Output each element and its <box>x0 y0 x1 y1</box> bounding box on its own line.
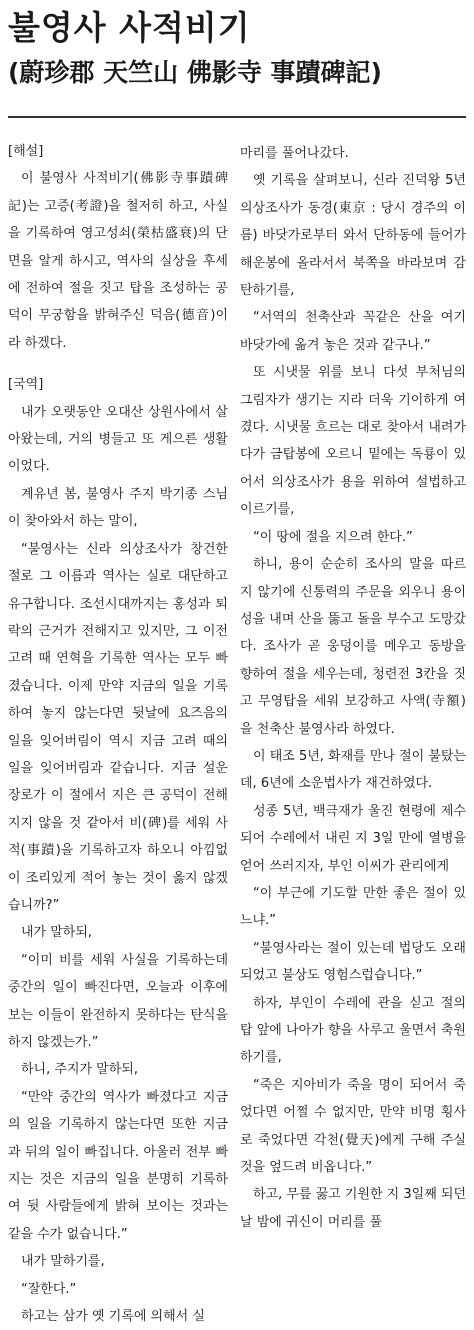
body-paragraph: 하니, 용이 순순히 조사의 말을 따르지 않기에 신통력의 주문을 외우니 용이 성을 내며 산을 뚫고 돌을 부수고 도망갔다. 조사가 곧 웅덩이를 메우고 동방을 향하여 절을 세우는데, 청련전 3칸을 짓고 무영탑을 세워 보강하고 사액(寺額)을 천축산 불영사라 하였다. <box>240 557 466 737</box>
body-paragraph: 이 불영사 사적비기(佛影寺事蹟碑記)는 고증(考證)을 철저히 하고, 사실을 기록하여 영고성쇠(榮枯盛衰)의 단면을 알게 하시고, 역사의 실상을 후세에 전하여 절을 짓고 탑을 조성하는 공덕이 무궁함을 밝혀주신 덕음(德音)이라 하겠다. <box>8 171 228 351</box>
body-paragraph: “불영사라는 절이 있는데 법당도 오래 되었고 불상도 영험스럽습니다.” <box>240 940 466 984</box>
body-paragraph: 옛 기록을 살펴보니, 신라 진덕왕 5년 의상조사가 동경(東京 : 당시 경주의 이름) 바닷가로부터 와서 단하동에 들어가 해운봉에 올라서서 북쪽을 바라보며 감탄하기를, <box>240 173 466 299</box>
article-title: 불영사 사적비기 <box>8 8 251 47</box>
body-paragraph: “이미 비를 세워 사실을 기록하는데 중간의 일이 빠진다면, 오늘과 이후에 보는 이들이 완전하지 못하다는 탄식을 하지 않겠는가.” <box>8 952 228 1050</box>
body-paragraph: “불영사는 신라 의상조사가 창건한 절로 그 이름과 역사는 실로 대단하고 유구합니다. 조선시대까지는 홍성과 퇴락의 근거가 전해지고 있지만, 그 이전 고려 때 연혁을 기록한 역사는 모두 빠졌습니다. 이제 만약 지금의 일을 기록하여 놓지 않는다면 뒷날에 요즈음의 일을 잊어버림이 역시 지금 고려 때의 일을 잊어버림과 같습니다. 지금 설운장로가 이 절에서 지은 큰 공덕이 전해지지 않을 것 같아서 비(碑)를 세워 사적(事蹟)을 기록하고자 하오니 아낌없이 조리있게 적어 놓는 것이 옳지 않겠습니까?” <box>8 541 228 913</box>
body-paragraph: “서역의 천축산과 꼭같은 산을 여기 바닷가에 옮겨 놓은 것과 같구나.” <box>240 310 466 353</box>
body-paragraph: “잘한다.” <box>21 1281 77 1297</box>
article-subtitle: (蔚珍郡 天竺山 佛影寺 事蹟碑記) <box>8 58 382 87</box>
body-paragraph: “이 부근에 기도할 만한 좋은 절이 있느냐.” <box>240 885 466 929</box>
body-paragraph: 하고는 삼가 옛 기록에 의해서 실 <box>21 1309 205 1325</box>
section-label: [해설] <box>8 144 44 159</box>
right-text-column <box>240 140 466 1236</box>
body-paragraph: “죽은 지아비가 죽을 명이 되어서 죽었다면 어쩔 수 없지만, 만약 비명 횡사로 죽었다면 각천(覺天)에게 구해 주실 것을 엎드려 비옵니다.” <box>240 1077 466 1176</box>
body-paragraph: 내가 말하되, <box>21 925 93 941</box>
body-paragraph: 내가 오랫동안 오대산 상원사에서 살아왔는데, 거의 병들고 또 게으른 생활이었다. <box>8 404 228 475</box>
body-paragraph: 내가 말하기를, <box>21 1254 105 1270</box>
section-label: 마리를 풀어나갔다. <box>240 146 349 161</box>
body-paragraph: 하고, 무릎 꿇고 기원한 지 3일째 되던 날 밤에 귀신이 머리를 풀 <box>240 1187 467 1230</box>
body-paragraph: 성종 5년, 백극재가 울진 현령에 제수되어 수레에서 내린 지 3일 만에 열병을 얻어 쓰러지자, 부인 이씨가 관리에게 <box>240 803 466 874</box>
body-paragraph: 이 태조 5년, 화재를 만나 절이 불탔는데, 6년에 소운법사가 재건하였다. <box>240 748 467 792</box>
section-label: [국역] <box>8 377 44 393</box>
left-text-column <box>8 138 228 1330</box>
body-paragraph: 하니, 주지가 말하되, <box>21 1062 138 1078</box>
body-paragraph: 하자, 부인이 수레에 관을 싣고 절의 탑 앞에 나아가 향을 사루고 울면서 축원하기를, <box>240 995 466 1066</box>
body-paragraph: 또 시냇물 위를 보니 다섯 부처님의 그림자가 생기는 지라 더욱 기이하게 여겼다. 시냇물 흐르는 대로 찾아서 내려가다가 금탑봉에 오르니 밑에는 독룡이 있어서 의상조사가 용을 위하여 설법하고 이르기를, <box>240 365 466 518</box>
paragraph-spacer <box>8 357 228 371</box>
body-paragraph: 계유년 봄, 불영사 주지 박기종 스님이 찾아와서 하는 말이, <box>8 486 228 530</box>
header-divider <box>8 116 466 118</box>
body-paragraph: “이 땅에 절을 지으려 한다.” <box>253 529 413 545</box>
body-paragraph: “만약 중간의 역사가 빠졌다고 지금의 일을 기록하지 않는다면 또한 지금과 뒤의 일이 빠집니다. 아울러 전부 빠지는 것은 지금의 일을 분명히 기록하여 뒷 사람들에게 밝혀 보이는 것과는 같을 수가 없습니다.” <box>8 1089 228 1242</box>
